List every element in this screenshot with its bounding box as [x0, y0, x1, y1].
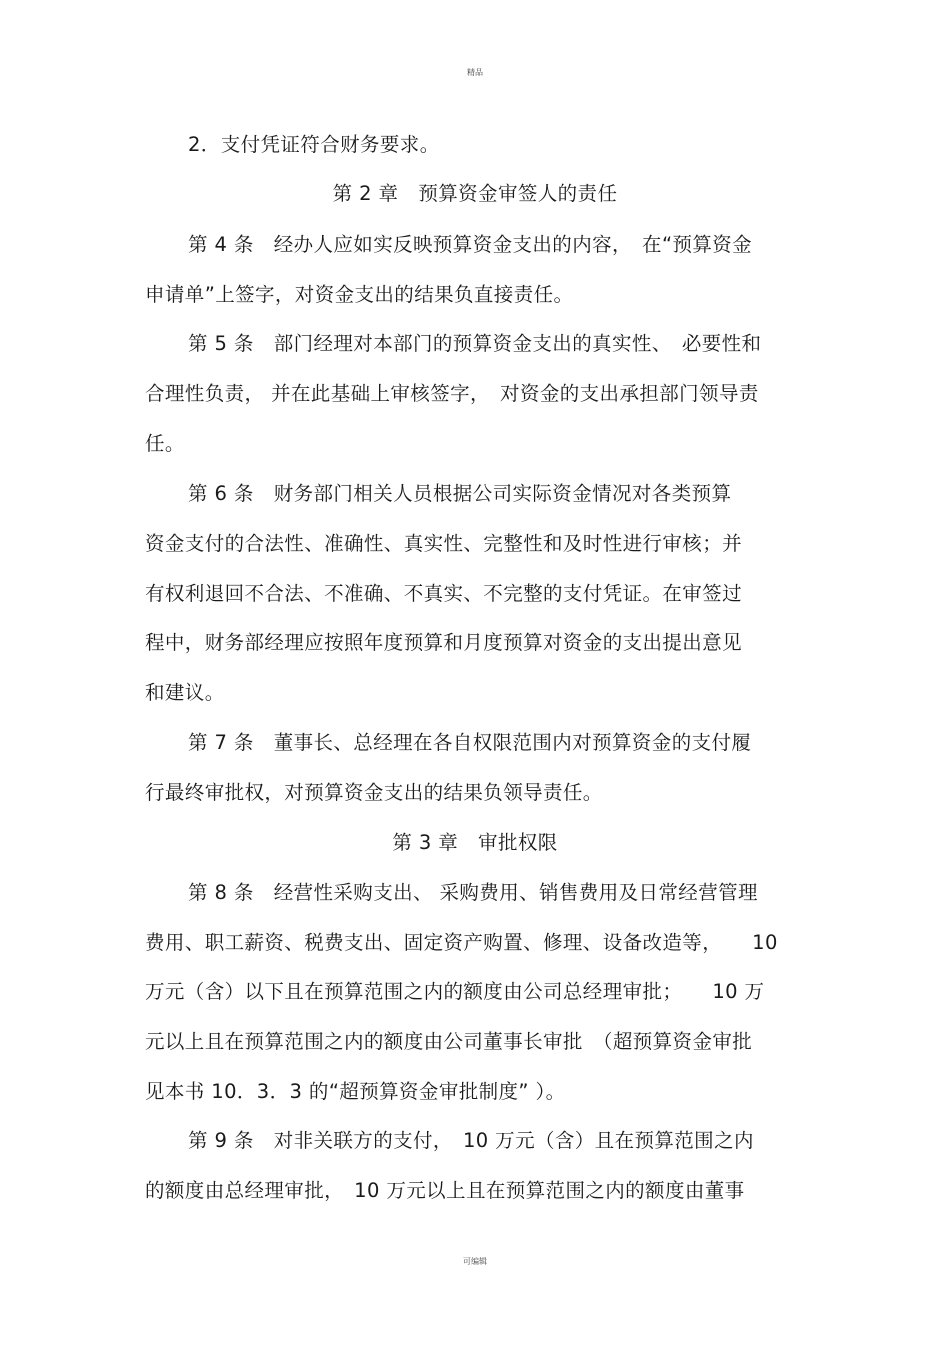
text-line: 万元（含）以下且在预算范围之内的额度由公司总经理审批； 10 万	[145, 980, 765, 1003]
text-line: 和建议。	[145, 681, 225, 704]
text-line: 第 7 条 董事长、总经理在各自权限范围内对预算资金的支付履	[188, 731, 752, 754]
text-line: 合理性负责， 并在此基础上审核签字， 对资金的支出承担部门领导责	[145, 382, 759, 405]
chapter-heading: 第 3 章 审批权限	[392, 831, 558, 854]
text-line: 任。	[145, 432, 185, 455]
text-line: 行最终审批权，对预算资金支出的结果负领导责任。	[145, 781, 603, 804]
text-line: 第 5 条 部门经理对本部门的预算资金支出的真实性、 必要性和	[188, 332, 762, 355]
text-line: 费用、职工薪资、税费支出、固定资产购置、修理、设备改造等， 10	[145, 931, 778, 954]
text-line: 资金支付的合法性、准确性、真实性、完整性和及时性进行审核；并	[145, 532, 743, 555]
chapter-heading: 第 2 章 预算资金审签人的责任	[332, 182, 618, 205]
text-line: 有权利退回不合法、不准确、不真实、不完整的支付凭证。在审签过	[145, 582, 743, 605]
page-header: 精品	[467, 68, 483, 77]
text-line: 程中，财务部经理应按照年度预算和月度预算对资金的支出提出意见	[145, 631, 743, 654]
page-footer: 可编辑	[463, 1257, 487, 1266]
text-line: 第 4 条 经办人应如实反映预算资金支出的内容， 在“预算资金	[188, 233, 753, 256]
text-line: 第 9 条 对非关联方的支付， 10 万元（含）且在预算范围之内	[188, 1129, 754, 1152]
text-line: 2．支付凭证符合财务要求。	[188, 133, 440, 156]
text-line: 见本书 10．3．3 的“超预算资金审批制度” ）。	[145, 1080, 566, 1103]
text-line: 的额度由总经理审批， 10 万元以上且在预算范围之内的额度由董事	[145, 1179, 745, 1202]
text-line: 第 8 条 经营性采购支出、 采购费用、销售费用及日常经营管理	[188, 881, 758, 904]
text-line: 申请单”上签字，对资金支出的结果负直接责任。	[145, 283, 574, 306]
text-line: 元以上且在预算范围之内的额度由公司董事长审批 （超预算资金审批	[145, 1030, 753, 1053]
text-line: 第 6 条 财务部门相关人员根据公司实际资金情况对各类预算	[188, 482, 732, 505]
